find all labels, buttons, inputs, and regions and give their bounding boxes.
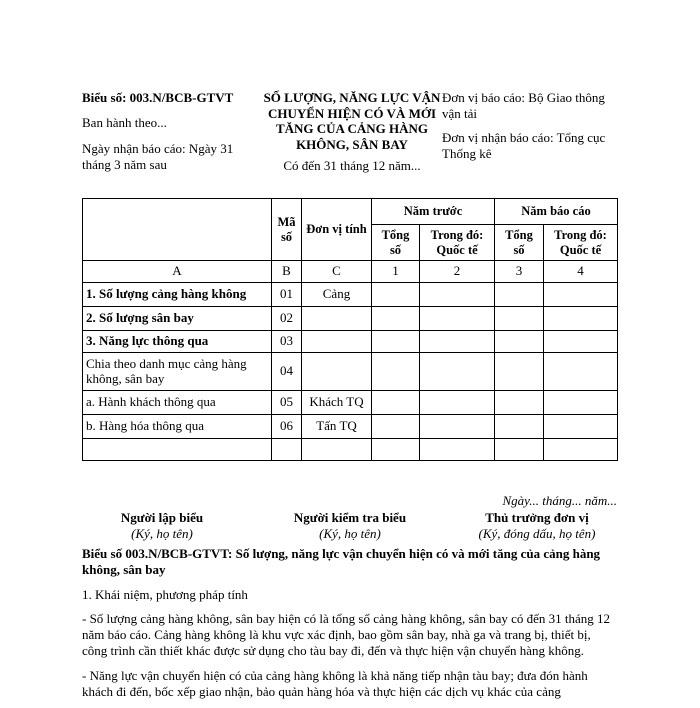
row-code: 04	[272, 353, 302, 391]
table-row	[83, 331, 618, 353]
row-name: 1. Số lượng cảng hàng không	[83, 283, 272, 307]
row-code: 03	[272, 331, 302, 353]
row-unit	[302, 307, 372, 331]
data-cell	[372, 307, 420, 331]
signature-checker	[270, 510, 430, 543]
reporting-unit: Đơn vị báo cáo: Bộ Giao thông vận tải	[442, 90, 605, 122]
form-code: Biểu số: 003.N/BCB-GTVT	[82, 90, 234, 105]
data-cell	[544, 307, 618, 331]
data-cell	[420, 353, 495, 391]
row-unit	[302, 439, 372, 461]
checker-note: (Ký, họ tên)	[319, 526, 381, 542]
header-prev-total: Tổng số	[372, 225, 420, 261]
row-code	[272, 439, 302, 461]
table-row	[83, 283, 618, 307]
data-cell	[544, 391, 618, 415]
data-cell	[544, 331, 618, 353]
header-prev-year: Năm trước	[372, 199, 495, 225]
preparer-title: Người lập biểu	[120, 510, 204, 525]
data-cell	[495, 283, 544, 307]
data-cell	[420, 331, 495, 353]
row-code: 01	[272, 283, 302, 307]
header-prev-intl: Trong đó: Quốc tế	[420, 225, 495, 261]
data-cell	[420, 439, 495, 461]
data-cell	[372, 283, 420, 307]
data-cell	[495, 307, 544, 331]
notes-section-title: 1. Khái niệm, phương pháp tính	[82, 586, 248, 602]
row-code: 02	[272, 307, 302, 331]
header-cell-blank	[83, 199, 272, 261]
row-unit	[302, 331, 372, 353]
index-cell: A	[83, 261, 272, 283]
row-unit	[302, 353, 372, 391]
data-cell	[495, 353, 544, 391]
signature-head	[457, 510, 617, 543]
receiving-unit: Đơn vị nhận báo cáo: Tổng cục Thống kê	[442, 129, 606, 161]
data-cell	[372, 331, 420, 353]
header-right	[442, 90, 622, 169]
data-cell	[495, 331, 544, 353]
document-title: SỐ LƯỢNG, NĂNG LỰC VẬN CHUYỂN HIỆN CÓ VÀ MỚI TĂNG CỦA CẢNG HÀNG KHÔNG, SÂN BAY	[263, 90, 441, 152]
header-unit: Đơn vị tính	[302, 199, 372, 261]
data-cell	[495, 439, 544, 461]
header-report-year: Năm báo cáo	[495, 199, 618, 225]
data-cell	[372, 439, 420, 461]
table-row	[83, 307, 618, 331]
signature-preparer	[82, 510, 242, 543]
index-cell: 3	[495, 261, 544, 283]
data-cell	[495, 415, 544, 439]
data-cell	[544, 353, 618, 391]
data-cell	[495, 391, 544, 415]
data-cell	[420, 283, 495, 307]
data-cell	[420, 415, 495, 439]
table-row	[83, 353, 618, 391]
row-unit: Tấn TQ	[302, 415, 372, 439]
data-cell	[372, 353, 420, 391]
data-cell	[420, 307, 495, 331]
index-cell: C	[302, 261, 372, 283]
row-name: b. Hàng hóa thông qua	[83, 415, 272, 439]
row-code: 05	[272, 391, 302, 415]
notes-heading: Biểu số 003.N/BCB-GTVT: Số lượng, năng lực vận chuyển hiện có và mới tăng của cảng hàng không, sân bay	[82, 546, 601, 578]
row-name: a. Hành khách thông qua	[83, 391, 272, 415]
receive-date: Ngày nhận báo cáo: Ngày 31 tháng 3 năm sau	[82, 140, 234, 172]
checker-title: Người kiểm tra biểu	[293, 510, 407, 525]
data-cell	[544, 415, 618, 439]
index-row	[83, 261, 618, 283]
row-code: 06	[272, 415, 302, 439]
data-cell	[372, 391, 420, 415]
data-cell	[544, 283, 618, 307]
header-report-intl: Trong đó: Quốc tế	[544, 225, 618, 261]
index-cell: 4	[544, 261, 618, 283]
notes-paragraph: - Số lượng cảng hàng không, sân bay hiện có là tổng số cảng hàng không, sân bay có đến 31 tháng 12 năm báo cáo. Cảng hàng không là khu vực xác định, bao gồm sân bay, nhà ga và trang bị, thiết bị, công trình cần thiết khác được sử dụng cho tàu bay đi, đến và thực hiện vận chuyển hàng không.	[82, 610, 611, 659]
head-title: Thủ trưởng đơn vị	[485, 510, 589, 525]
as-of-date: Có đến 31 tháng 12 năm...	[283, 158, 421, 174]
index-cell: 1	[372, 261, 420, 283]
row-name: 3. Năng lực thông qua	[83, 331, 272, 353]
row-name: 2. Số lượng sân bay	[83, 307, 272, 331]
notes-paragraph: - Năng lực vận chuyển hiện có của cảng hàng không là khả năng tiếp nhận tàu bay; đưa đón hành khách đi đến, bốc xếp giao nhận, bảo quản hàng hóa và thực hiện các dịch vụ khác của cảng	[82, 667, 588, 699]
table-row	[83, 391, 618, 415]
table-row	[83, 439, 618, 461]
header-report-total: Tổng số	[495, 225, 544, 261]
issued-by: Ban hành theo...	[82, 115, 167, 131]
notes-section	[82, 546, 617, 708]
row-name: Chia theo danh mục cảng hàng không, sân bay	[83, 353, 272, 391]
row-unit: Cảng	[302, 283, 372, 307]
preparer-note: (Ký, họ tên)	[131, 526, 193, 542]
header-code: Mã số	[272, 199, 302, 261]
signature-date: Ngày... tháng... năm...	[502, 493, 617, 508]
row-name	[83, 439, 272, 461]
index-cell: 2	[420, 261, 495, 283]
data-cell	[372, 415, 420, 439]
report-table	[82, 198, 618, 461]
header-center	[258, 90, 446, 175]
data-cell	[544, 439, 618, 461]
head-note: (Ký, đóng dấu, họ tên)	[478, 526, 596, 542]
table-row	[83, 415, 618, 439]
data-cell	[420, 391, 495, 415]
index-cell: B	[272, 261, 302, 283]
row-unit: Khách TQ	[302, 391, 372, 415]
header-left	[82, 90, 257, 182]
